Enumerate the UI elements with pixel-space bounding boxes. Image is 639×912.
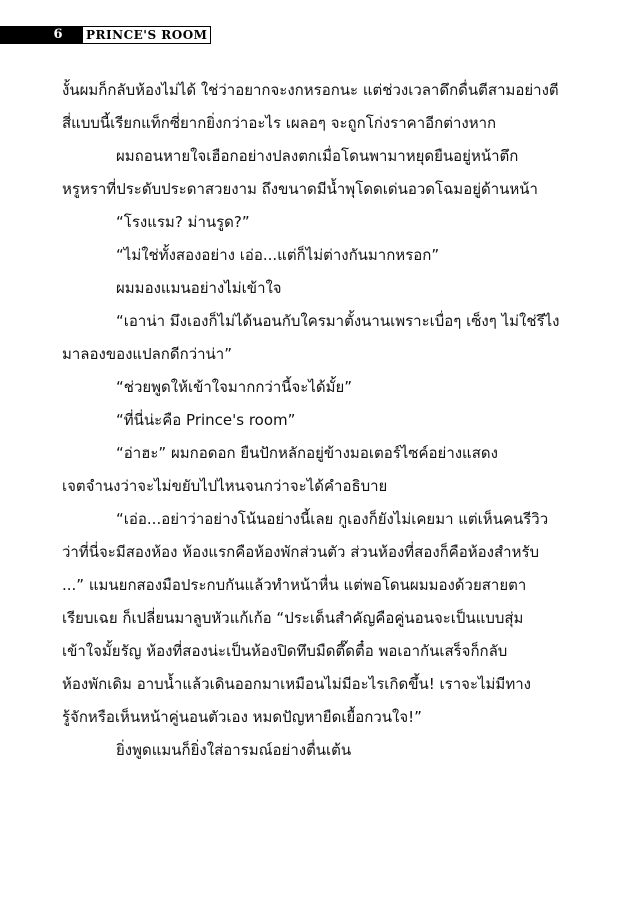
text-line: สี่แบบนี้เรียกแท็กซี่ยากยิ่งกว่าอะไร เผลอๆ จะถูกโก่งราคาอีกต่างหาก bbox=[62, 114, 497, 132]
text-line: “โรงแรม? ม่านรูด?” bbox=[116, 213, 250, 231]
text-line: หรูหราที่ประดับประดาสวยงาม ถึงขนาดมีน้ำพุโดดเด่นอวดโฉมอยู่ด้านหน้า bbox=[62, 180, 538, 198]
text-line: เรียบเฉย ก็เปลี่ยนมาลูบหัวแก้เก้อ “ประเด็นสำคัญคือคู่นอนจะเป็นแบบสุ่ม bbox=[62, 609, 524, 627]
text-line: “อ่าฮะ” ผมกอดอก ยืนปักหลักอยู่ข้างมอเตอร์ไซค์อย่างแสดง bbox=[116, 444, 498, 462]
running-title: PRINCE'S ROOM bbox=[82, 26, 211, 44]
text-line: ว่าที่นี่จะมีสองห้อง ห้องแรกคือห้องพักส่วนตัว ส่วนห้องที่สองก็คือห้องสำหรับ bbox=[62, 543, 540, 561]
text-line: ผมถอนหายใจเฮือกอย่างปลงตกเมื่อโดนพามาหยุดยืนอยู่หน้าตึก bbox=[116, 147, 519, 165]
text-line: “ช่วยพูดให้เข้าใจมากกว่านี้จะได้มั้ย” bbox=[116, 378, 353, 396]
text-line: เข้าใจมั้ยรัญ ห้องที่สองน่ะเป็นห้องปิดทึบมืดตึ๊ดตื๋อ พอเอากันเสร็จก็กลับ bbox=[62, 642, 508, 660]
text-line: มาลองของแปลกดีกว่าน่า” bbox=[62, 345, 233, 363]
text-line: “ที่นี่น่ะคือ Prince's room” bbox=[116, 411, 296, 429]
text-line: ...” แมนยกสองมือประกบกันแล้วทำหน้าหื่น แต่พอโดนผมมองด้วยสายตา bbox=[62, 576, 527, 594]
text-line: “เอาน่า มึงเองก็ไม่ได้นอนกับใครมาตั้งนานเพราะเบื่อๆ เซ็งๆ ไม่ใช่รึไง bbox=[116, 312, 560, 330]
text-line: “ไม่ใช่ทั้งสองอย่าง เอ่อ...แต่ก็ไม่ต่างกันมากหรอก” bbox=[116, 246, 440, 264]
text-line: งั้นผมก็กลับห้องไม่ได้ ใช่ว่าอยากจะงกหรอกนะ แต่ช่วงเวลาดึกดื่นตีสามอย่างตี bbox=[62, 81, 559, 99]
page-number: 6 bbox=[53, 27, 63, 42]
body-text bbox=[62, 74, 582, 767]
text-line: ยิ่งพูดแมนก็ยิ่งใส่อารมณ์อย่างตื่นเต้น bbox=[116, 741, 352, 759]
text-line: ผมมองแมนอย่างไม่เข้าใจ bbox=[116, 279, 282, 297]
text-line: เจตจำนงว่าจะไม่ขยับไปไหนจนกว่าจะได้คำอธิบาย bbox=[62, 477, 388, 495]
text-line: ห้องพักเดิม อาบน้ำแล้วเดินออกมาเหมือนไม่มีอะไรเกิดขึ้น! เราจะไม่มีทาง bbox=[62, 675, 531, 693]
header-bar bbox=[0, 26, 82, 44]
text-line: “เอ่อ...อย่าว่าอย่างโน้นอย่างนี้เลย กูเองก็ยังไม่เคยมา แต่เห็นคนรีวิว bbox=[116, 510, 549, 528]
text-line: รู้จักหรือเห็นหน้าคู่นอนตัวเอง หมดปัญหายืดเยื้อกวนใจ!” bbox=[62, 708, 422, 726]
